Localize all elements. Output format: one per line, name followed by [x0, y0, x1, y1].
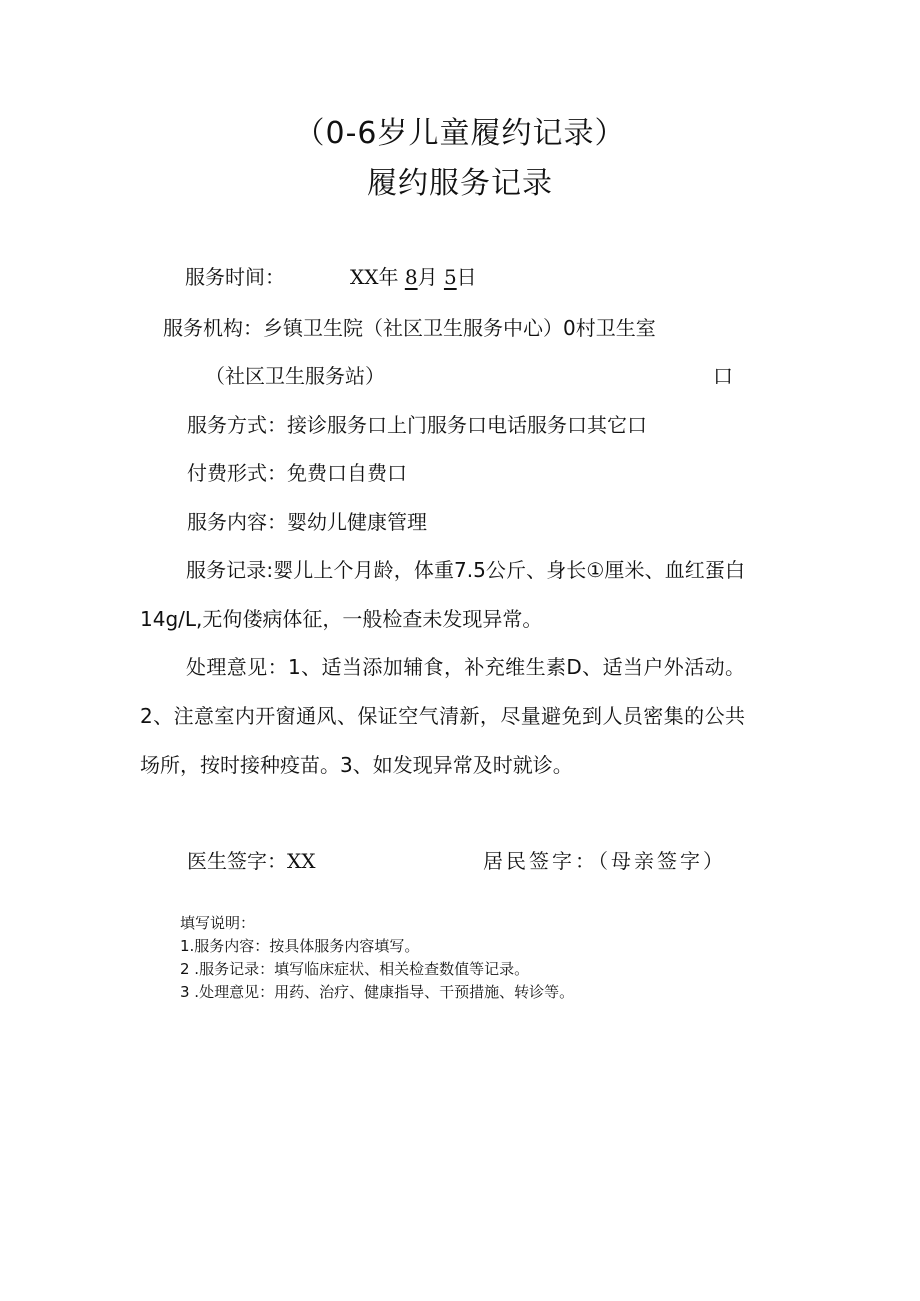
service-year: XX [350, 265, 379, 289]
payment-row [187, 458, 407, 488]
service-org-checkbox: 口 [713, 364, 733, 388]
service-method-row [187, 410, 647, 440]
service-time-row [185, 262, 285, 292]
doctor-signature-value: XX [287, 849, 316, 873]
service-method-label: 服务方式： [187, 413, 287, 437]
notes-item-1: 1.服务内容：按具体服务内容填写。 [180, 937, 420, 955]
doctor-signature-label: 医生签字： [187, 849, 287, 873]
resident-signature-label: 居民签字： [483, 849, 598, 873]
day-unit: 日 [456, 265, 477, 289]
service-content-label: 服务内容： [187, 510, 287, 534]
service-method-value: 接诊服务口上门服务口电话服务口其它口 [287, 413, 647, 437]
year-unit: 年 [378, 265, 399, 289]
month-unit: 月 [417, 265, 438, 289]
payment-value: 免费口自费口 [287, 461, 407, 485]
document-title: 履约服务记录 [367, 166, 553, 201]
opinion-value: 1、适当添加辅食，补充维生素D、适当户外活动。2、注意室内开窗通风、保证空气清新，尽量避免到人员密集的公共场所，按时接种疫苗。3、如发现异常及时就诊。 [140, 655, 746, 777]
opinion-label: 处理意见： [186, 655, 289, 679]
service-content-value: 婴幼儿健康管理 [287, 510, 427, 534]
service-time-value [350, 262, 477, 292]
service-time-label: 服务时间： [185, 265, 285, 289]
opinion-paragraph [140, 643, 745, 790]
service-org-row [163, 313, 656, 343]
service-record-paragraph [140, 546, 745, 644]
service-record-label: 服务记录: [186, 558, 274, 582]
service-org-line2: （社区卫生服务站） [205, 364, 385, 388]
document-subtitle: （0-6岁儿童履约记录） [294, 116, 626, 151]
service-org-label: 服务机构： [163, 316, 263, 340]
service-content-row [187, 507, 427, 537]
payment-label: 付费形式： [187, 461, 287, 485]
notes-heading: 填写说明： [180, 914, 256, 932]
service-month: 8 [404, 265, 418, 289]
resident-signature-row [483, 846, 726, 876]
service-day: 5 [443, 265, 457, 289]
resident-signature-value: （母亲签字） [598, 849, 726, 873]
service-record-value: 婴儿上个月龄，体重7.5公斤、身长①厘米、血红蛋白14g/L,无佝偻病体征，一般检查未发现异常。 [140, 558, 745, 631]
service-org-line1: 乡镇卫生院（社区卫生服务中心）0村卫生室 [263, 316, 656, 340]
notes-item-3: 3 .处理意见：用药、治疗、健康指导、干预措施、转诊等。 [180, 983, 575, 1001]
fill-instructions [180, 912, 574, 1004]
doctor-signature-row [187, 846, 315, 876]
notes-item-2: 2 .服务记录：填写临床症状、相关检查数值等记录。 [180, 960, 530, 978]
